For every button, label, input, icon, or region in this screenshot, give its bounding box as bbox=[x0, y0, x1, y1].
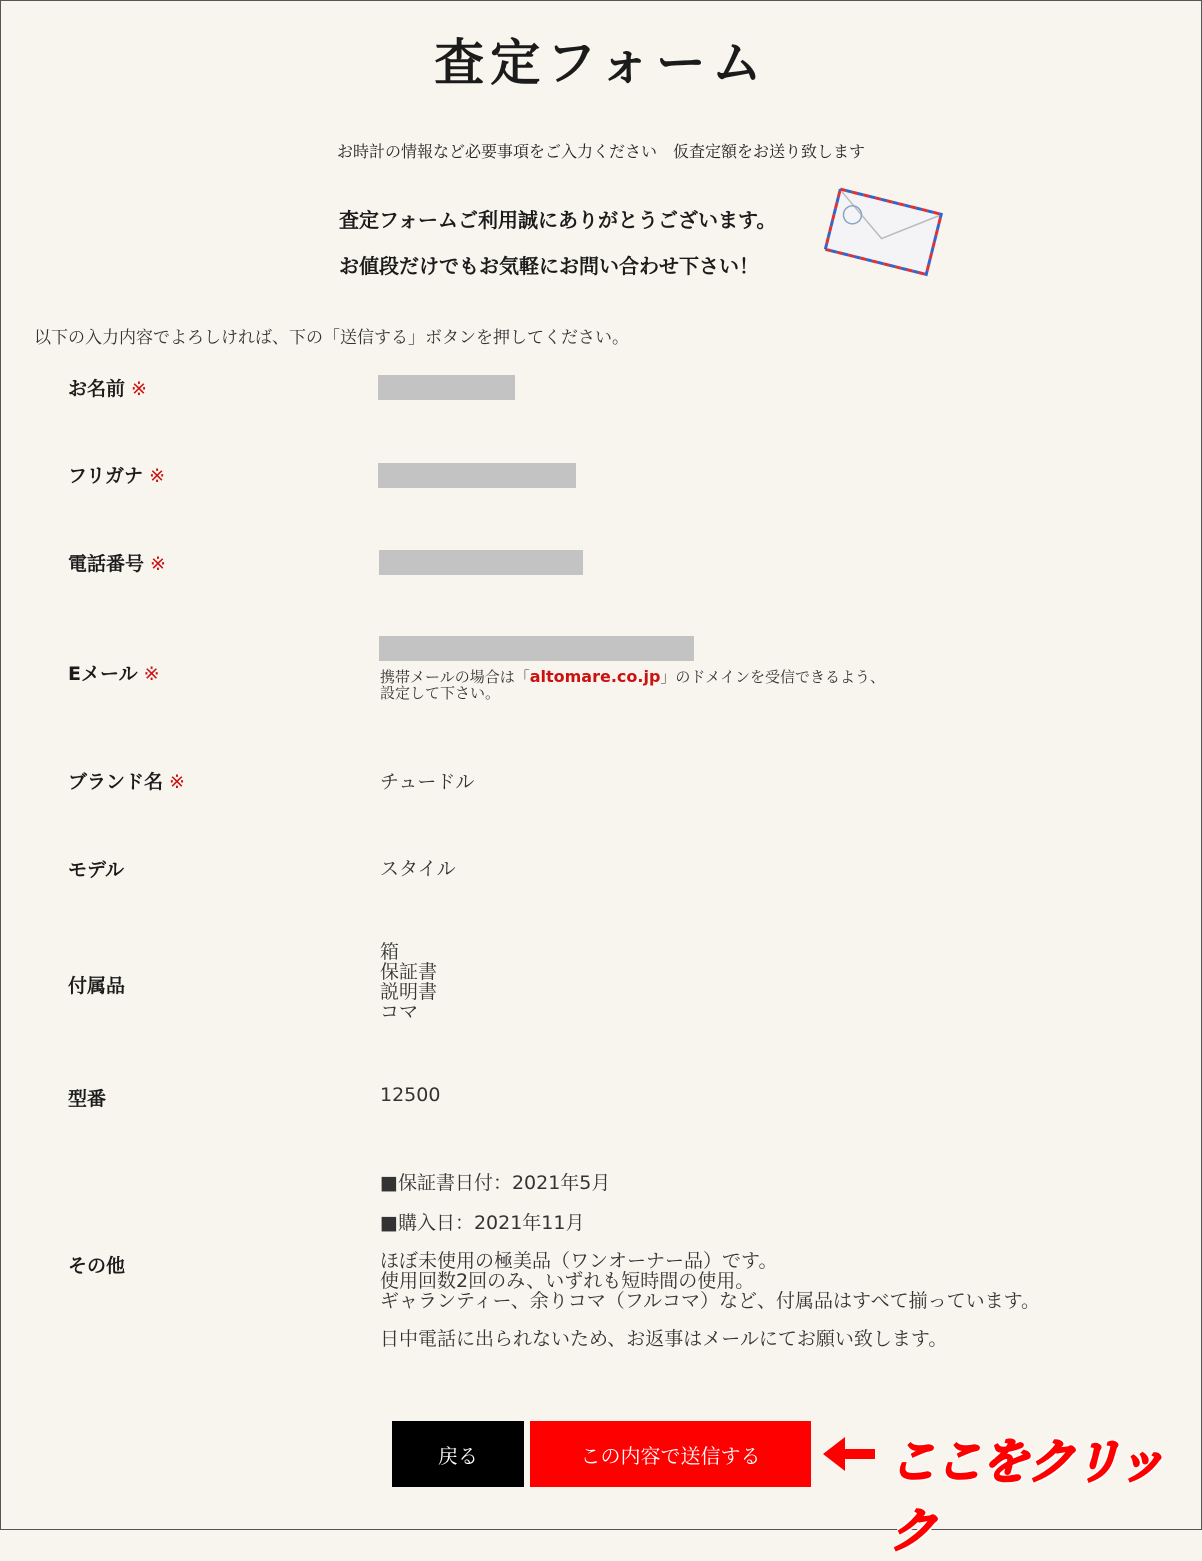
ref-number-value: 12500 bbox=[380, 1084, 441, 1106]
thanks-line-2: お値段だけでもお気軽にお問い合わせ下さい！ bbox=[339, 254, 759, 278]
envelope-icon bbox=[819, 183, 949, 283]
name-label-text: お名前 bbox=[68, 378, 126, 400]
phone-label bbox=[68, 549, 166, 576]
furigana-label-text: フリガナ bbox=[68, 465, 144, 487]
other-line: ギャランティー、余りコマ（フルコマ）など、付属品はすべて揃っています。 bbox=[380, 1290, 1041, 1312]
click-here-callout: ここをクリック bbox=[889, 1434, 1164, 1559]
email-label bbox=[68, 659, 160, 686]
thanks-line-1: 査定フォームご利用誠にありがとうございます。 bbox=[339, 208, 777, 232]
other-line: 日中電話に出られないため、お返事はメールにてお願い致します。 bbox=[380, 1328, 948, 1350]
phone-label-text: 電話番号 bbox=[68, 553, 145, 575]
back-button[interactable]: 戻る bbox=[392, 1421, 524, 1487]
other-value bbox=[380, 1171, 1040, 1351]
email-value-redacted bbox=[379, 636, 694, 661]
phone-value-redacted bbox=[379, 550, 583, 575]
page-subtitle: お時計の情報など必要事項をご入力ください 仮査定額をお送り致します bbox=[336, 142, 865, 161]
furigana-value-redacted bbox=[378, 463, 576, 488]
name-value-redacted bbox=[378, 375, 515, 400]
required-mark: ※ bbox=[169, 771, 185, 793]
other-line: ほぼ未使用の極美品（ワンオーナー品）です。 bbox=[380, 1250, 778, 1272]
email-note-line-1 bbox=[380, 669, 885, 685]
accessory-item: コマ bbox=[380, 1001, 419, 1023]
thanks-message bbox=[339, 197, 776, 289]
accessory-item: 保証書 bbox=[380, 961, 438, 983]
required-mark: ※ bbox=[149, 465, 165, 487]
required-mark: ※ bbox=[150, 553, 166, 575]
brand-label bbox=[68, 767, 185, 794]
email-label-text: Eメール bbox=[68, 663, 138, 685]
send-button[interactable]: この内容で送信する bbox=[530, 1421, 811, 1487]
other-label: その他 bbox=[68, 1255, 126, 1277]
required-mark: ※ bbox=[131, 378, 147, 400]
page-title: 査定フォーム bbox=[434, 33, 768, 92]
other-line: ■保証書日付：2021年5月 bbox=[380, 1172, 611, 1194]
accessories-label: 付属品 bbox=[68, 975, 126, 997]
ref-number-label: 型番 bbox=[68, 1088, 107, 1110]
model-label: モデル bbox=[68, 859, 125, 881]
email-note-prefix: 携帯メールの場合は「 bbox=[380, 668, 530, 686]
accessory-item: 箱 bbox=[380, 941, 400, 963]
email-note bbox=[380, 669, 885, 701]
other-line: 使用回数2回のみ、いずれも短時間の使用。 bbox=[380, 1270, 755, 1292]
other-line: ■購入日：2021年11月 bbox=[380, 1212, 585, 1234]
email-note-suffix: 」のドメインを受信できるよう、 bbox=[660, 668, 885, 686]
model-value: スタイル bbox=[380, 858, 456, 880]
accessories-list bbox=[380, 942, 437, 1022]
confirm-instruction: 以下の入力内容でよろしければ、下の「送信する」ボタンを押してください。 bbox=[34, 328, 629, 348]
brand-value: チュードル bbox=[380, 771, 475, 793]
email-note-domain: altomare.co.jp bbox=[529, 667, 661, 686]
email-note-line-2: 設定して下さい。 bbox=[380, 684, 501, 702]
name-label bbox=[68, 374, 147, 401]
accessory-item: 説明書 bbox=[380, 981, 438, 1003]
required-mark: ※ bbox=[143, 663, 160, 685]
brand-label-text: ブランド名 bbox=[68, 771, 164, 793]
arrow-left-icon bbox=[819, 1429, 879, 1479]
furigana-label bbox=[68, 461, 165, 488]
